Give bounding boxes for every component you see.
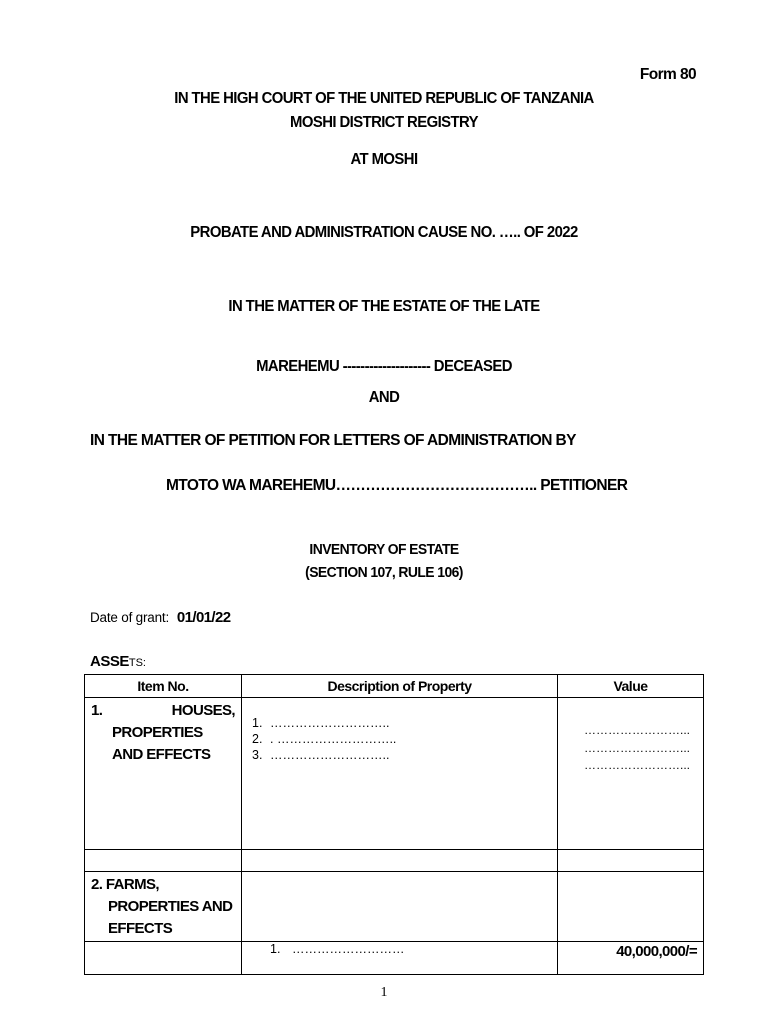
inventory-title: INVENTORY OF ESTATE	[309, 542, 459, 558]
empty-cell	[242, 850, 558, 872]
inventory-table	[84, 674, 704, 975]
item-houses	[85, 698, 242, 850]
item-farms-label-2: PROPERTIES AND	[108, 898, 233, 915]
page-number: 1	[380, 985, 388, 1000]
value-placeholder: ……………………...	[584, 758, 691, 772]
item-farms	[85, 872, 242, 942]
list-item: 1. ………………………..	[252, 716, 390, 730]
empty-cell	[558, 872, 704, 942]
assets-heading-big: ASSE	[90, 653, 129, 670]
court-title: IN THE HIGH COURT OF THE UNITED REPUBLIC OF TANZANIA	[174, 90, 594, 107]
list-item: 2. . ………………………..	[252, 732, 397, 746]
value-houses	[558, 698, 704, 850]
form-number: Form 80	[639, 66, 696, 83]
petitioner-line: MTOTO WA MAREHEMU………………………………….. PETITIONER	[166, 477, 628, 494]
matter-estate-heading: IN THE MATTER OF THE ESTATE OF THE LATE	[228, 298, 540, 315]
assets-heading	[90, 653, 146, 670]
empty-cell	[85, 942, 242, 975]
date-of-grant	[90, 609, 230, 626]
registry-title: MOSHI DISTRICT REGISTRY	[290, 114, 478, 131]
location-title: AT MOSHI	[350, 151, 418, 168]
item-houses-label-1: HOUSES,	[171, 702, 235, 719]
cause-title: PROBATE AND ADMINISTRATION CAUSE NO. ….. OF 2022	[190, 224, 578, 241]
date-of-grant-value: 01/01/22	[176, 609, 231, 626]
column-header-value: Value	[558, 675, 704, 698]
date-of-grant-label: Date of grant:	[90, 610, 169, 625]
item-houses-label-2: PROPERTIES	[112, 724, 203, 741]
empty-cell	[242, 872, 558, 942]
column-header-item-no: Item No.	[85, 675, 242, 698]
farm-desc-text: ………………………	[292, 942, 405, 956]
empty-cell	[558, 850, 704, 872]
and-heading: AND	[368, 389, 400, 406]
empty-cell	[85, 850, 242, 872]
value-placeholder: ……………………...	[584, 723, 691, 737]
table-row	[85, 850, 704, 872]
item-farms-label-3: EFFECTS	[108, 920, 173, 937]
inventory-section: (SECTION 107, RULE 106)	[305, 565, 463, 581]
matter-petition-heading: IN THE MATTER OF PETITION FOR LETTERS OF ADMINISTRATION BY	[90, 432, 576, 449]
description-farms	[242, 942, 558, 975]
table-header-row	[85, 675, 704, 698]
item-farms-label-1: 2. FARMS,	[91, 876, 159, 893]
item-houses-number: 1.	[91, 702, 103, 719]
column-header-description: Description of Property	[242, 675, 558, 698]
value-farms: 40,000,000/=	[558, 942, 704, 975]
assets-heading-small: TS:	[128, 657, 146, 669]
description-houses	[242, 698, 558, 850]
item-houses-label-3: AND EFFECTS	[112, 746, 211, 763]
list-item: 3. ………………………..	[252, 748, 390, 762]
table-row	[85, 942, 704, 975]
deceased-line: MAREHEMU -------------------- DECEASED	[256, 358, 512, 375]
table-row	[85, 698, 704, 850]
table-row	[85, 872, 704, 942]
value-placeholder: ……………………...	[584, 740, 691, 755]
farm-desc-number: 1.	[270, 942, 281, 956]
